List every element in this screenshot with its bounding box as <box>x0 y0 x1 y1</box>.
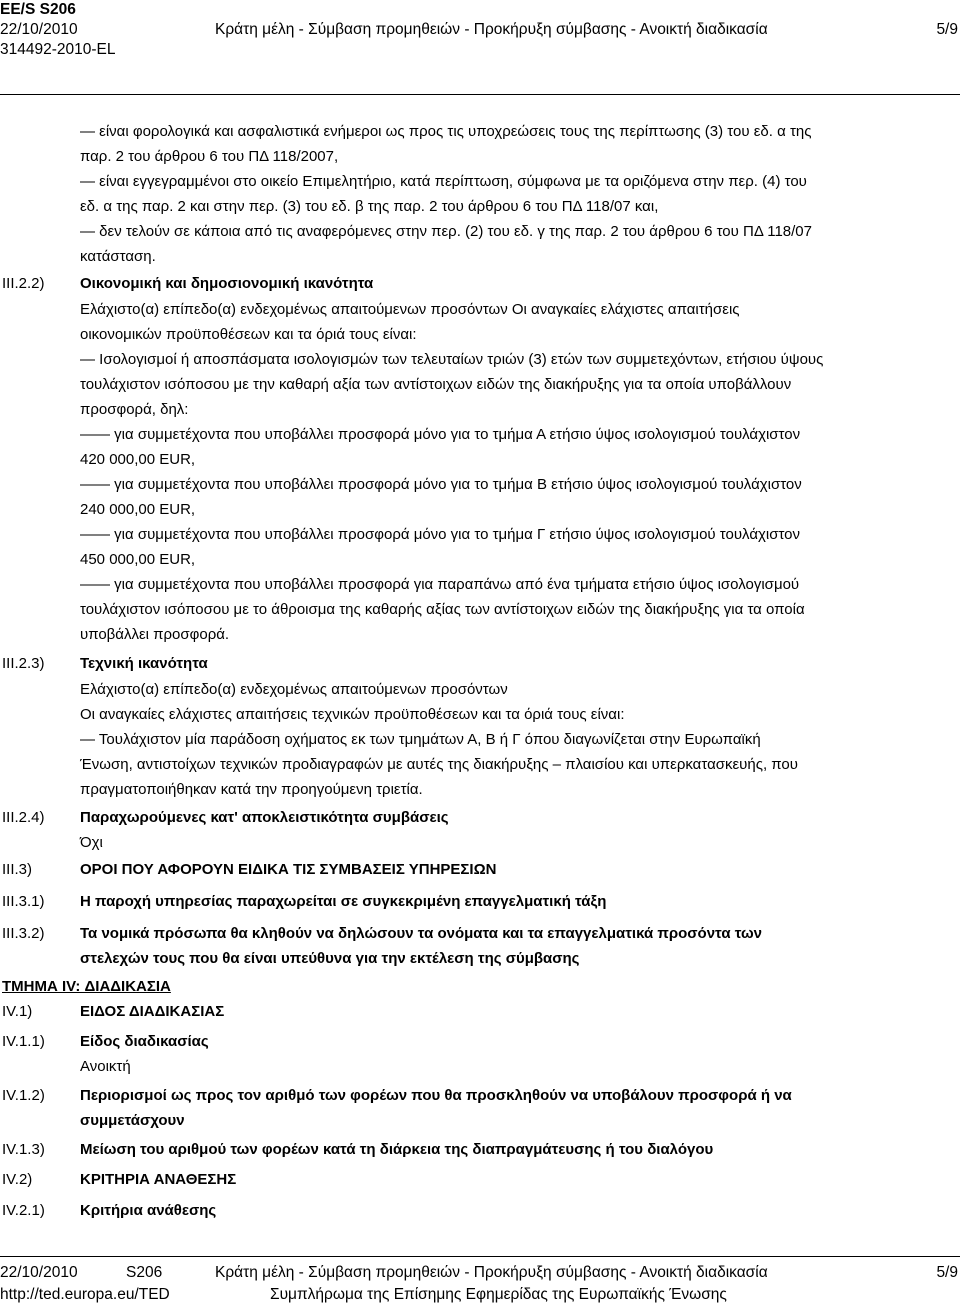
section-number: III.3.2) <box>2 925 45 942</box>
section-number: IV.1.1) <box>2 1033 45 1050</box>
section-number: III.3) <box>2 861 33 878</box>
section-heading: στελεχών τους που θα είναι υπεύθυνα για την εκτέλεση της σύμβασης <box>80 950 580 967</box>
page-header <box>0 0 960 60</box>
section-number: IV.1) <box>2 1003 33 1020</box>
section-number: III.2.2) <box>2 275 45 292</box>
text-line: —— για συμμετέχοντα που υποβάλλει προσφορά μόνο για το τμήμα Β ετήσιο ύψος ισολογισμού τουλάχιστον <box>80 476 802 493</box>
header-date: 22/10/2010 <box>0 21 78 38</box>
section-heading: Τα νομικά πρόσωπα θα κληθούν να δηλώσουν τα ονόματα και τα επαγγελματικά προσόντα των <box>80 925 763 942</box>
text-line: — είναι εγγεγραμμένοι στο οικείο Επιμελητήριο, κατά περίπτωση, σύμφωνα με τα οριζόμενα στην περ. (4) του <box>80 173 807 190</box>
text-line: τουλάχιστον ισόποσου με το άθροισμα της καθαρής αξίας των αντίστοιχων ειδών της διακήρυξης για τα οποία <box>80 601 805 618</box>
header-page-number: 5/9 <box>936 21 958 38</box>
text-line: — Τουλάχιστον μία παράδοση οχήματος εκ των τμημάτων Α, Β ή Γ όπου διαγωνίζεται στην Ευρωπαϊκή <box>80 731 761 748</box>
section-number: IV.2.1) <box>2 1202 45 1219</box>
footer-divider <box>0 1256 960 1257</box>
page-footer <box>0 1262 960 1306</box>
section-heading: Κριτήρια ανάθεσης <box>80 1202 217 1219</box>
header-notice-number: 314492-2010-EL <box>0 41 116 58</box>
text-line: υποβάλλει προσφορά. <box>80 626 230 643</box>
footer-series: S206 <box>126 1264 163 1281</box>
header-title: Κράτη μέλη - Σύμβαση προμηθειών - Προκήρυξη σύμβασης - Ανοικτή διαδικασία <box>215 21 768 38</box>
header-divider <box>0 94 960 95</box>
section-number: IV.2) <box>2 1171 33 1188</box>
text-line: Όχι <box>80 834 103 851</box>
text-line: Οι αναγκαίες ελάχιστες απαιτήσεις τεχνικών προϋποθέσεων και τα όριά τους είναι: <box>80 706 625 723</box>
footer-date: 22/10/2010 <box>0 1264 78 1281</box>
header-doc-id: EE/S S206 <box>0 1 76 18</box>
section-heading: ΚΡΙΤΗΡΙΑ ΑΝΑΘΕΣΗΣ <box>80 1171 237 1188</box>
text-line: —— για συμμετέχοντα που υποβάλλει προσφορά μόνο για το τμήμα Γ ετήσιο ύψος ισολογισμού τουλάχιστον <box>80 526 801 543</box>
text-line: τουλάχιστον ισόποσου με την καθαρή αξία των αντίστοιχων ειδών της διακήρυξης για τα οποία υποβάλλουν <box>80 376 792 393</box>
text-line: 450 000,00 EUR, <box>80 551 196 568</box>
text-line: —— για συμμετέχοντα που υποβάλλει προσφορά μόνο για το τμήμα Α ετήσιο ύψος ισολογισμού τουλάχιστον <box>80 426 801 443</box>
section-number: IV.1.2) <box>2 1087 45 1104</box>
section-heading: συμμετάσχουν <box>80 1112 185 1129</box>
section-number: III.2.3) <box>2 655 45 672</box>
text-line: — είναι φορολογικά και ασφαλιστικά ενήμεροι ως προς τις υποχρεώσεις τους της περίπτωσης (3) του εδ. α της <box>80 123 812 140</box>
section-heading: Είδος διαδικασίας <box>80 1033 209 1050</box>
footer-page-number: 5/9 <box>936 1264 958 1281</box>
section-heading: Οικονομική και δημοσιονομική ικανότητα <box>80 275 374 292</box>
text-line: εδ. α της παρ. 2 και στην περ. (3) του εδ. β της παρ. 2 του άρθρου 6 του ΠΔ 118/07 και, <box>80 198 659 215</box>
section-heading: Μείωση του αριθμού των φορέων κατά τη διάρκεια της διαπραγμάτευσης ή του διαλόγου <box>80 1141 714 1158</box>
text-line: Ελάχιστο(α) επίπεδο(α) ενδεχομένως απαιτούμενων προσόντων Οι αναγκαίες ελάχιστες απαιτήσεις <box>80 301 740 318</box>
text-line: Ανοικτή <box>80 1058 131 1075</box>
section-number: III.3.1) <box>2 893 45 910</box>
section-heading: Παραχωρούμενες κατ' αποκλειστικότητα συμβάσεις <box>80 809 449 826</box>
section-number: IV.1.3) <box>2 1141 45 1158</box>
text-line: 240 000,00 EUR, <box>80 501 196 518</box>
footer-supplement: Συμπλήρωμα της Επίσημης Εφημερίδας της Ευρωπαϊκής Ένωσης <box>270 1286 727 1303</box>
footer-url-link[interactable]: http://ted.europa.eu/TED <box>0 1286 170 1303</box>
text-line: — Ισολογισμοί ή αποσπάσματα ισολογισμών των τελευταίων τριών (3) ετών των συμμετεχόντων, ετήσιου ύψους <box>80 351 824 368</box>
text-line: —— για συμμετέχοντα που υποβάλλει προσφορά για παραπάνω από ένα τμήματα ετήσιο ύψος ισολογισμού <box>80 576 800 593</box>
text-line: οικονομικών προϋποθέσεων και τα όριά τους είναι: <box>80 326 417 343</box>
text-line: παρ. 2 του άρθρου 6 του ΠΔ 118/2007, <box>80 148 339 165</box>
section-title: ΤΜΗΜΑ IV: ΔΙΑΔΙΚΑΣΙΑ <box>2 978 171 995</box>
text-line: πραγματοποιήθηκαν κατά την προηγούμενη τριετία. <box>80 781 423 798</box>
footer-title: Κράτη μέλη - Σύμβαση προμηθειών - Προκήρυξη σύμβασης - Ανοικτή διαδικασία <box>215 1264 768 1281</box>
section-heading: ΕΙΔΟΣ ΔΙΑΔΙΚΑΣΙΑΣ <box>80 1003 225 1020</box>
text-line: κατάσταση. <box>80 248 156 265</box>
section-heading: Περιορισμοί ως προς τον αριθμό των φορέων που θα προσκληθούν να υποβάλουν προσφορά ή να <box>80 1087 792 1104</box>
section-heading: Τεχνική ικανότητα <box>80 655 208 672</box>
text-line: Ελάχιστο(α) επίπεδο(α) ενδεχομένως απαιτούμενων προσόντων <box>80 681 508 698</box>
text-line: — δεν τελούν σε κάποια από τις αναφερόμενες στην περ. (2) του εδ. γ της παρ. 2 του άρθρου 6 του ΠΔ 118/07 <box>80 223 812 240</box>
section-heading: ΟΡΟΙ ΠΟΥ ΑΦΟΡΟΥΝ ΕΙΔΙΚΑ ΤΙΣ ΣΥΜΒΑΣΕΙΣ ΥΠΗΡΕΣΙΩΝ <box>80 861 497 878</box>
section-number: III.2.4) <box>2 809 45 826</box>
text-line: προσφορά, δηλ: <box>80 401 189 418</box>
section-heading: Η παροχή υπηρεσίας παραχωρείται σε συγκεκριμένη επαγγελματική τάξη <box>80 893 607 910</box>
text-line: Ένωση, αντιστοίχων τεχνικών προδιαγραφών με αυτές της διακήρυξης – πλαισίου και υπερκατασκευής, που <box>80 756 798 773</box>
text-line: 420 000,00 EUR, <box>80 451 196 468</box>
